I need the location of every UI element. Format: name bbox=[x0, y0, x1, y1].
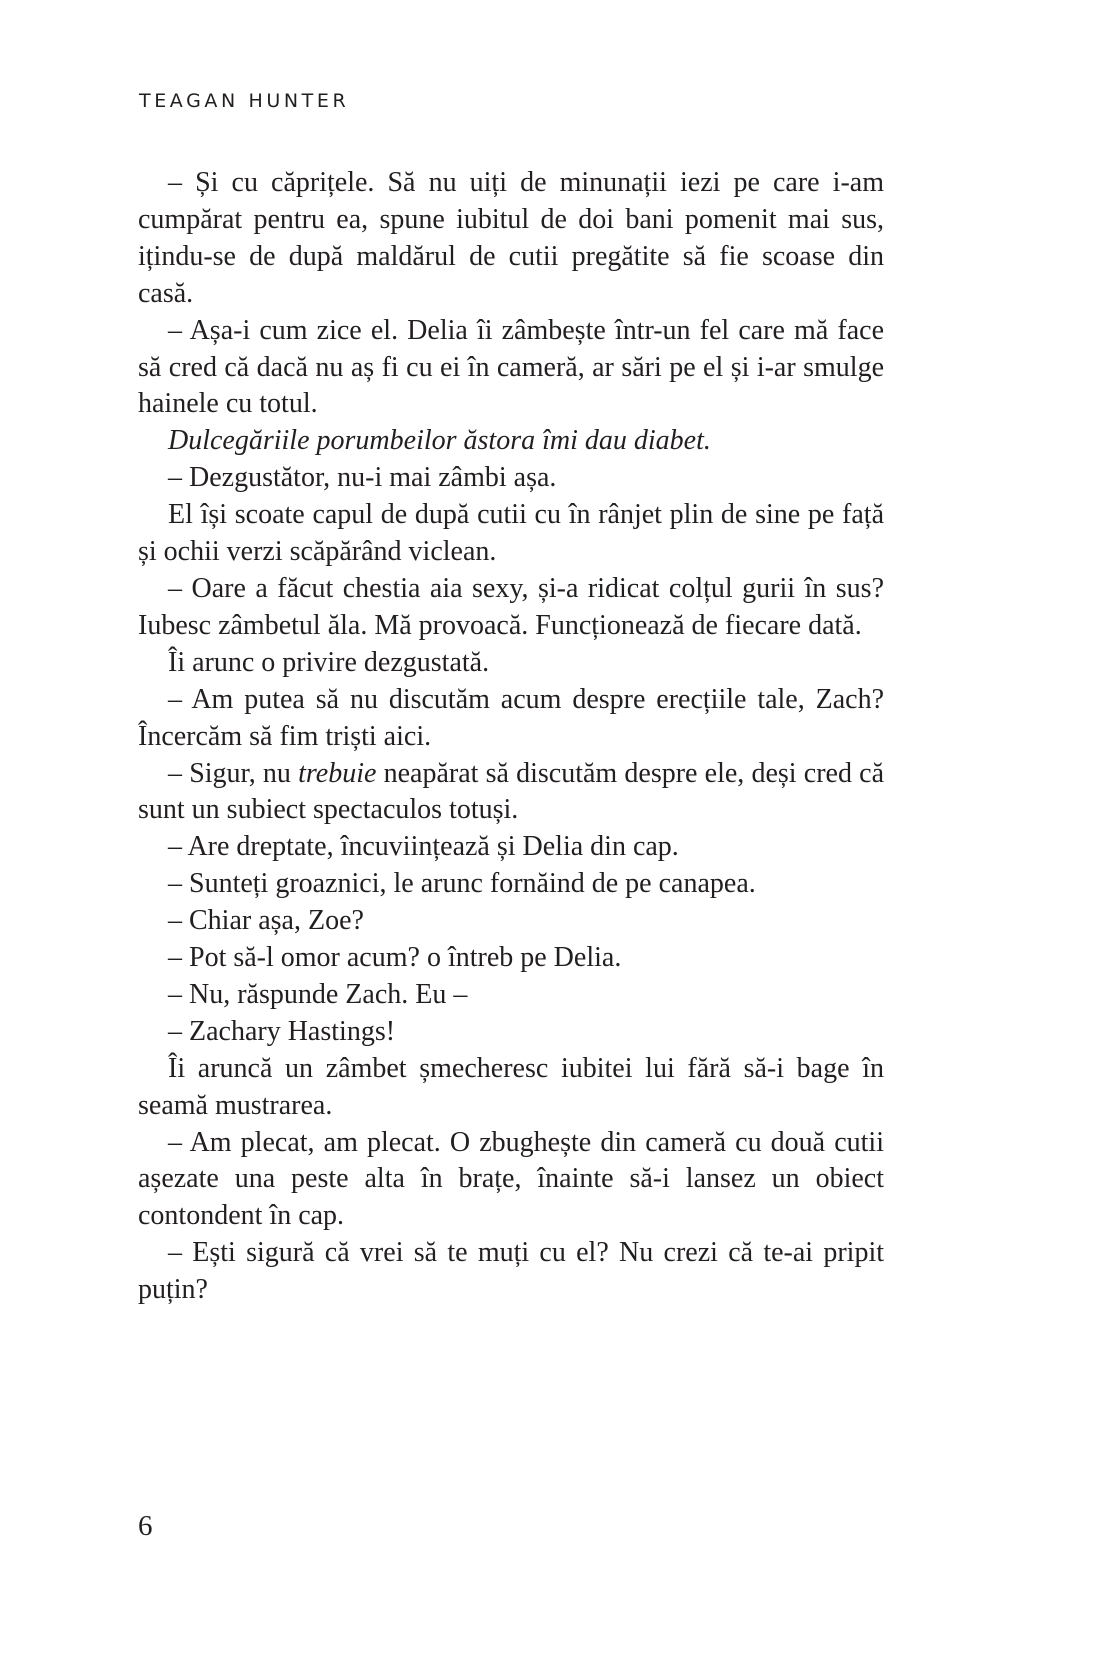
paragraph: Îi aruncă un zâmbet șmecheresc iubitei lui fără să-i bage în seamă mustrarea. bbox=[138, 1052, 884, 1121]
emphasized-word: trebuie bbox=[298, 757, 377, 789]
text-run: – Sigur, nu bbox=[168, 757, 299, 789]
paragraph: El își scoate capul de după cutii cu în rânjet plin de sine pe față și ochii verzi scăpărând viclean. bbox=[138, 499, 884, 568]
paragraph: – Sunteți groaznici, le arunc fornăind de pe canapea. bbox=[168, 868, 756, 900]
text-run: neapărat să discutăm despre ele, deși cred că sunt un subiect spectaculos totuși. bbox=[138, 757, 884, 826]
paragraph: – Am plecat, am plecat. O zbughește din cameră cu două cutii așezate una peste alta în brațe, înainte să-i lansez un obiect contondent în cap. bbox=[138, 1126, 884, 1232]
paragraph: – Ești sigură că vrei să te muți cu el? Nu crezi că te-ai pripit puțin? bbox=[138, 1237, 884, 1306]
paragraph-italic-thought: Dulcegăriile porumbeilor ăstora îmi dau diabet. bbox=[168, 425, 711, 457]
paragraph: – Dezgustător, nu-i mai zâmbi așa. bbox=[168, 462, 557, 494]
body-text bbox=[138, 165, 884, 1309]
paragraph: – Pot să-l omor acum? o întreb pe Delia. bbox=[168, 942, 622, 974]
paragraph: – Are dreptate, încuviințează și Delia din cap. bbox=[168, 831, 679, 863]
paragraph: – Așa-i cum zice el. Delia îi zâmbește într-un fel care mă face să cred că dacă nu aș fi cu ei în cameră, ar sări pe el și i-ar smulge hainele cu totul. bbox=[138, 314, 884, 420]
running-head-author: TEAGAN HUNTER bbox=[139, 90, 350, 112]
paragraph: – Oare a făcut chestia aia sexy, și-a ridicat colțul gurii în sus? Iubesc zâmbetul ăla. Mă provoacă. Funcționează de fiecare dată. bbox=[138, 572, 884, 641]
paragraph-with-emphasis bbox=[138, 756, 884, 830]
paragraph: – Și cu căprițele. Să nu uiți de minunații iezi pe care i-am cumpărat pentru ea, spune iubitul de doi bani pomenit mai sus, ițindu-se de după maldărul de cutii pregătite să fie scoase din casă. bbox=[138, 167, 884, 309]
paragraph: – Zachary Hastings! bbox=[168, 1015, 396, 1047]
paragraph: – Am putea să nu discutăm acum despre erecțiile tale, Zach? Încercăm să fim triști aici. bbox=[138, 683, 884, 752]
paragraph: – Nu, răspunde Zach. Eu – bbox=[168, 978, 468, 1010]
paragraph: Îi arunc o privire dezgustată. bbox=[168, 646, 490, 678]
paragraph: – Chiar așa, Zoe? bbox=[168, 905, 364, 937]
page-number: 6 bbox=[138, 1510, 153, 1542]
